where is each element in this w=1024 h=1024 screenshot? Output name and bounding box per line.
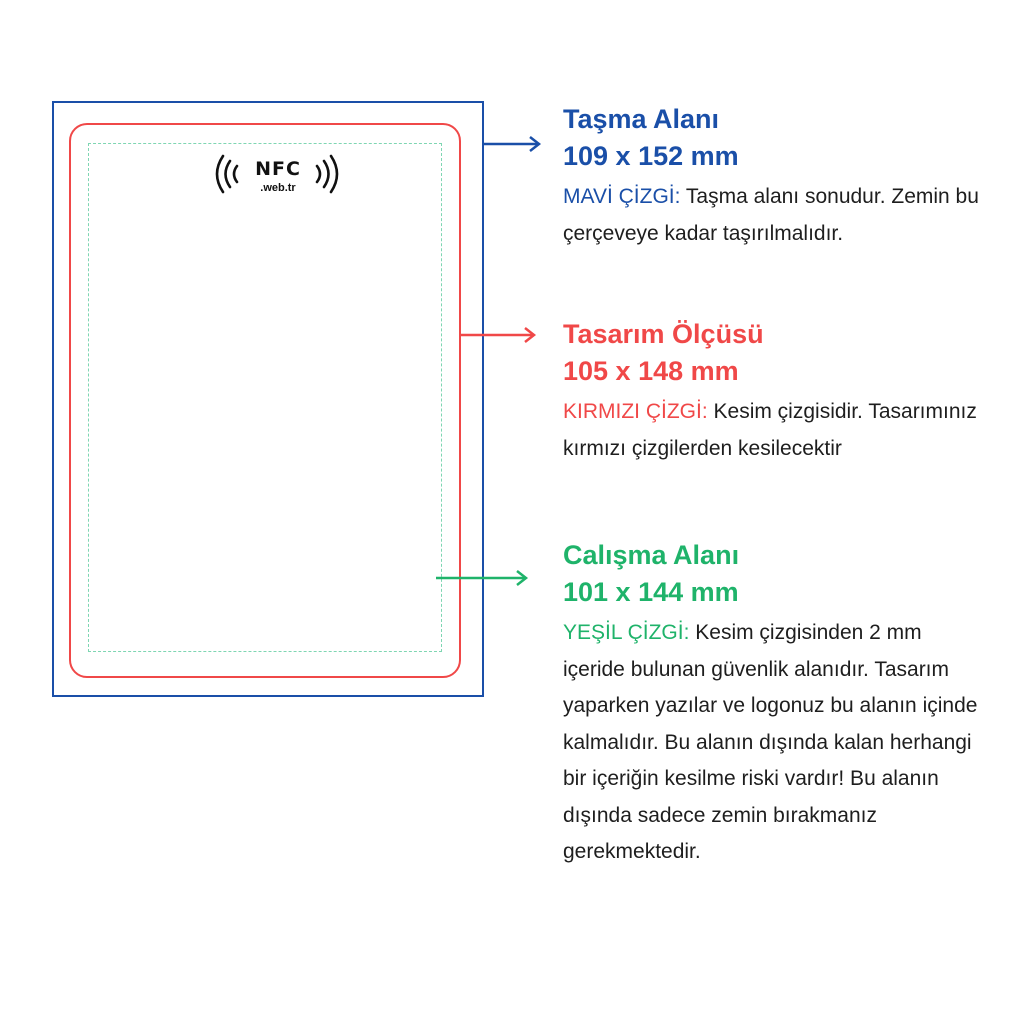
trim-size-description (563, 394, 983, 467)
nfc-logo-domain: .web.tr (260, 182, 296, 194)
safe-area-size: 101 x 144 mm (563, 577, 739, 607)
bleed-area-text: Taşma alanı sonudur. Zemin bu çerçeveye kadar taşırılmalıdır. (563, 185, 979, 245)
nfc-logo (213, 148, 343, 204)
nfc-waves-left-icon (213, 154, 243, 194)
safe-area-info (563, 537, 983, 871)
safe-area-description (563, 615, 983, 871)
blue-arrow-icon (484, 134, 544, 154)
bleed-area-size: 109 x 152 mm (563, 141, 739, 171)
green-arrow-icon (436, 568, 531, 588)
trim-size-text: Kesim çizgisidir. Tasarımınız kırmızı çizgilerden kesilecektir (563, 400, 977, 460)
bleed-area-info (563, 101, 983, 252)
trim-size-info (563, 316, 983, 467)
safe-area-tag: YEŞİL ÇİZGİ: (563, 621, 690, 644)
trim-size-tag: KIRMIZI ÇİZGİ: (563, 400, 708, 423)
bleed-area-tag: MAVİ ÇİZGİ: (563, 185, 681, 208)
nfc-waves-right-icon (311, 154, 341, 194)
safe-area-frame (88, 143, 442, 652)
safe-area-text: Kesim çizgisinden 2 mm içeride bulunan güvenlik alanıdır. Tasarım yaparken yazılar ve logonuz bu alanın içinde kalmalıdır. Bu alanın dışında kalan herhangi bir içeriğin kesilme riski vardır! Bu alanın dışında sadece zemin bırakmanız gerekmektedir. (563, 621, 978, 863)
safe-area-title: Calışma Alanı (563, 540, 740, 570)
trim-size-size: 105 x 148 mm (563, 356, 739, 386)
red-arrow-icon (461, 325, 539, 345)
bleed-area-title: Taşma Alanı (563, 104, 720, 134)
trim-size-title: Tasarım Ölçüsü (563, 319, 764, 349)
nfc-logo-text: NFC (255, 158, 301, 180)
bleed-area-description (563, 179, 983, 252)
